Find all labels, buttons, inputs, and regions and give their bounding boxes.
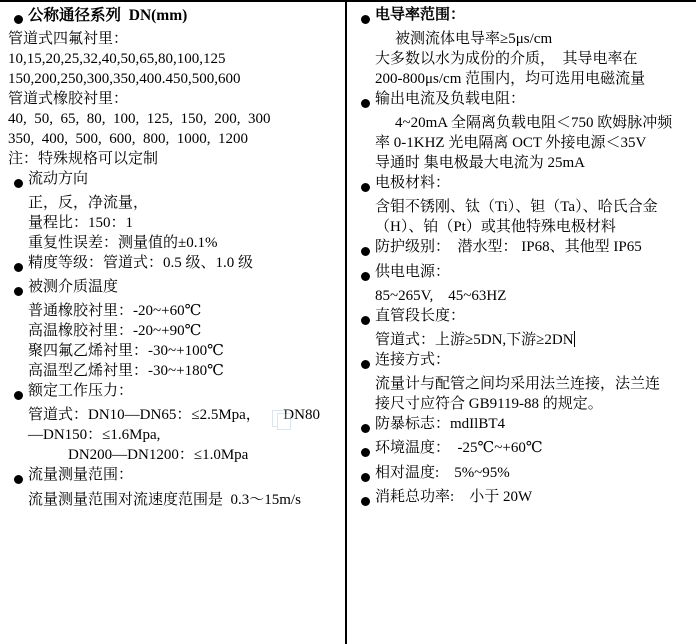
left-column xyxy=(0,0,347,644)
right-item-2-body-0: 含钼不锈刚、钛（Ti）、钽（Ta）、哈氏合金 xyxy=(375,199,658,216)
left-item-0-body-1: 量程比：150：1 xyxy=(28,215,134,232)
right-item-2-body-1: （H）、铂（Pt）或其他特殊电极材料 xyxy=(375,219,616,236)
left-line-4: 40, 50, 65, 80, 100, 125, 150, 200, 300 xyxy=(8,111,271,128)
left-line-0: 管道式四氟衬里： xyxy=(8,31,129,48)
right-item-8-title: 环境温度： xyxy=(375,440,443,457)
left-item-1 xyxy=(8,254,337,278)
left-item-4-title: 流量测量范围： xyxy=(28,467,134,484)
right-item-0-body-2: 200-800μs/cm 范围内，均可选用电磁流量 xyxy=(375,71,646,88)
right-item-9-title: 相对温度: xyxy=(375,464,440,481)
left-item-2-body-1: 高温橡胶衬里：-20~+90℃ xyxy=(28,323,202,340)
right-item-1-title: 输出电流及负载电阻： xyxy=(375,91,526,108)
text-caret xyxy=(574,331,575,347)
watermark-pages-icon xyxy=(272,408,290,428)
bullet-icon xyxy=(355,6,375,30)
right-item-8-inline: -25℃~+60℃ xyxy=(457,440,543,457)
right-item-1-body-1: 率 0-1KHZ 光电隔离 OCT 外接电源＜35V xyxy=(375,135,647,152)
right-item-9-inline: 5%~95% xyxy=(454,464,510,481)
right-item-3-inline: 潜水型： IP68、其他型 IP65 xyxy=(457,239,642,256)
bullet-icon xyxy=(8,382,28,406)
bullet-icon xyxy=(355,263,375,287)
right-item-1-body-2: 导通时 集电极最大电流为 25mA xyxy=(375,155,586,172)
right-item-6 xyxy=(355,351,688,375)
bullet-icon xyxy=(355,439,375,463)
left-item-4-body-0: 流量测量范围对流速度范围是 0.3～15m/s xyxy=(28,491,301,508)
right-item-5-body-0: 管道式：上游≥5DN,下游≥2DN xyxy=(375,332,574,349)
left-item-3-body-2: DN200—DN1200：≤1.0Mpa xyxy=(68,447,249,464)
right-item-4 xyxy=(355,263,688,287)
left-item-0-body-2: 重复性误差：测量值的±0.1% xyxy=(28,234,218,251)
right-item-0-body-1: 大多数以水为成份的介质， 其导电率在 xyxy=(375,51,638,68)
top-border-left xyxy=(0,0,345,2)
bullet-icon xyxy=(8,254,28,278)
left-item-2-body-2: 聚四氟乙烯衬里：-30~+100℃ xyxy=(28,343,224,360)
right-item-10-inline: 小于 20W xyxy=(469,488,533,505)
left-item-2 xyxy=(8,278,337,302)
left-item-0-body-0: 正，反，净流量， xyxy=(28,195,149,212)
left-item-3-body-1: —DN150：≤1.6Mpa, xyxy=(28,427,161,444)
top-border-right xyxy=(347,0,696,2)
bullet-icon xyxy=(8,278,28,302)
right-item-5 xyxy=(355,307,688,331)
right-item-7-title: 防暴标志： xyxy=(375,416,451,433)
right-item-0-title: 电导率范围： xyxy=(375,7,466,23)
right-item-1-body-0: 4~20mA 全隔离负载电阻＜750 欧姆脉冲频 xyxy=(395,115,673,132)
left-item-2-title: 被测介质温度 xyxy=(28,279,119,296)
left-heading: 公称通径系列 DN(mm) xyxy=(28,7,188,24)
left-line-3: 管道式橡胶衬里： xyxy=(8,91,129,108)
bullet-icon xyxy=(355,174,375,198)
bullet-icon xyxy=(8,170,28,194)
right-item-3 xyxy=(355,238,688,262)
right-item-0-body-0: 被测流体电导率≥5μs/cm xyxy=(395,31,553,48)
bullet-icon xyxy=(355,488,375,512)
right-item-9 xyxy=(355,464,688,488)
right-item-2-title: 电极材料： xyxy=(375,175,451,192)
right-item-10 xyxy=(355,488,688,512)
left-item-0 xyxy=(8,170,337,194)
right-item-8 xyxy=(355,439,688,463)
left-item-2-body-0: 普通橡胶衬里：-20~+60℃ xyxy=(28,303,202,320)
bullet-icon xyxy=(8,6,28,30)
left-item-3-body-0: 管道式：DN10—DN65：≤2.5Mpa， DN80 xyxy=(28,407,320,424)
bullet-icon xyxy=(8,466,28,490)
right-item-10-title: 消耗总功率: xyxy=(375,488,455,505)
bullet-icon xyxy=(355,415,375,439)
left-item-2-body-3: 高温型乙烯衬里：-30~+180℃ xyxy=(28,363,224,380)
left-item-3-title: 额定工作压力： xyxy=(28,383,134,400)
left-line-1: 10,15,20,25,32,40,50,65,80,100,125 xyxy=(8,51,226,68)
left-line-2: 150,200,250,300,350,400.450,500,600 xyxy=(8,71,241,88)
left-item-0-title: 流动方向 xyxy=(28,170,89,187)
right-item-6-body-1: 接尺寸应符合 GB9119-88 的规定。 xyxy=(375,396,603,413)
left-item-1-inline: 管道式：0.5 级、1.0 级 xyxy=(103,254,254,271)
right-item-4-title: 供电电源： xyxy=(375,263,451,280)
left-item-3 xyxy=(8,382,337,406)
bullet-icon xyxy=(355,307,375,331)
right-item-7-inline: mdIlBT4 xyxy=(450,416,506,433)
right-item-2 xyxy=(355,174,688,198)
right-item-4-body-0: 85~265V, 45~63HZ xyxy=(375,287,507,304)
bullet-icon xyxy=(355,464,375,488)
left-line-5: 350, 400, 500, 600, 800, 1000, 1200 xyxy=(8,130,248,147)
right-item-3-title: 防护级别： xyxy=(375,239,443,256)
bullet-icon xyxy=(355,238,375,262)
bullet-icon xyxy=(355,90,375,114)
right-item-0 xyxy=(355,6,688,30)
left-item-4 xyxy=(8,466,337,490)
bullet-icon xyxy=(355,351,375,375)
left-item-1-title: 精度等级： xyxy=(28,254,104,271)
left-line-6: 注：特殊规格可以定制 xyxy=(8,150,159,167)
right-item-7 xyxy=(355,415,688,439)
left-heading-row xyxy=(8,6,337,30)
right-item-5-title: 直管段长度： xyxy=(375,307,466,324)
right-item-6-title: 连接方式： xyxy=(375,351,451,368)
right-item-6-body-0: 流量计与配管之间均采用法兰连接，法兰连 xyxy=(375,376,661,393)
right-item-1 xyxy=(355,90,688,114)
right-column xyxy=(347,0,696,644)
